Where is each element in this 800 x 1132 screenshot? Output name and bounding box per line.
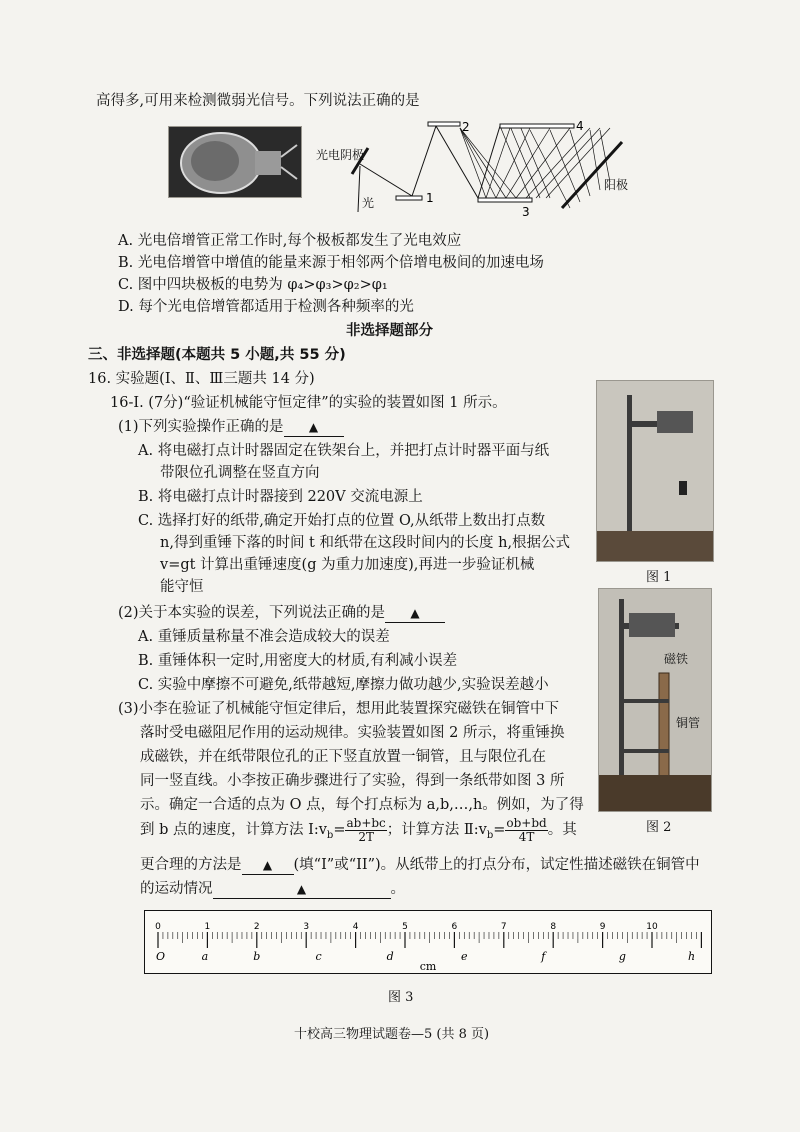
ruler-number: 6 [451, 922, 458, 932]
tape-point-label: h [687, 950, 696, 963]
pmt-diagram [300, 116, 640, 216]
pmt-photo [168, 126, 302, 198]
method-2-subscript: b [486, 829, 494, 841]
stand-image [597, 381, 713, 561]
sub3-line-4: 同一竖直线。小李按正确步骤进行了实验，得到一条纸带如图 3 所 [140, 773, 565, 789]
anode-plate [562, 142, 622, 208]
option-a: A. 光电倍增管正常工作时,每个极板都发生了光电效应 [118, 233, 462, 249]
sub2-option-a: A. 重锤质量称量不准会造成较大的误差 [138, 629, 390, 645]
ruler-number: 10 [646, 922, 658, 932]
sub2-stem [118, 604, 445, 623]
dynode-2 [428, 122, 460, 126]
dynode-3 [478, 198, 532, 202]
light-ray [358, 166, 360, 212]
sub1-option-c: C. 选择打好的纸带,确定开始打点的位置 O,从纸带上数出打点数 [138, 513, 546, 529]
ruler-number: 7 [500, 922, 507, 932]
sub3-motion-end: 。 [390, 881, 405, 897]
q16-1-intro: 16-Ⅰ. (7分)“验证机械能守恒定律”的实验的装置如图 1 所示。 [110, 395, 507, 411]
sub2-stem-text: (2)关于本实验的误差，下列说法正确的是 [118, 605, 386, 621]
magnet-label: 磁铁 [664, 652, 689, 666]
sub1-option-a: A. 将电磁打点计时器固定在铁架台上，并把打点计时器平面与纸 [138, 443, 550, 459]
sub1-option-c-cont3: 能守恒 [160, 579, 204, 595]
option-d: D. 每个光电倍增管都适用于检测各种频率的光 [118, 299, 414, 315]
cathode-label: 光电阴极 [316, 148, 365, 162]
ruler-number: 2 [253, 922, 260, 932]
ruler-number: 1 [204, 922, 211, 932]
tube-label: 铜管 [676, 716, 701, 730]
ruler-unit: cm [419, 960, 437, 973]
tape-point-label: e [461, 950, 468, 963]
option-b: B. 光电倍增管中增值的能量来源于相邻两个倍增电极间的加速电场 [118, 255, 544, 271]
figure-2-caption: 图 2 [646, 820, 672, 835]
dynode-label-2: 2 [462, 120, 470, 134]
sub1-option-c-cont1: n,得到重锤下落的时间 t 和纸带在这段时间内的长度 h,根据公式 [160, 535, 571, 551]
sub3-line-3: 成磁铁，并在纸带限位孔的正下竖直放置一铜管，且与限位孔在 [140, 749, 546, 765]
tape-point-label: f [541, 950, 546, 963]
method-1-prefix: 到 b 点的速度，计算方法 Ⅰ:v [140, 822, 327, 838]
method-2-denominator: 4T [518, 829, 535, 844]
tape-point-label: b [253, 950, 261, 963]
sub3-choice-text-a: 更合理的方法是 [140, 857, 242, 873]
method-1-denominator: 2T [358, 829, 374, 844]
method-2-prefix: ；计算方法 Ⅱ:v [386, 822, 487, 838]
tape-point-label: O [155, 950, 165, 963]
sub3-motion-line [140, 880, 405, 899]
dynode-label-3: 3 [522, 205, 530, 216]
sub1-option-c-cont2: v=gt 计算出重锤速度(g 为重力加速度),再进一步验证机械 [160, 557, 535, 573]
figure-3-ruler [144, 910, 712, 974]
figure-2-photo [598, 588, 712, 812]
dynode-4 [500, 124, 574, 128]
sub3-methods-line [140, 814, 577, 852]
page-footer: 十校高三物理试题卷—5 (共 8 页) [294, 1027, 490, 1042]
method-2-eq: = [493, 822, 506, 838]
anode-label: 阳极 [604, 178, 629, 192]
q16-heading: 16. 实验题(Ⅰ、Ⅱ、Ⅲ三题共 14 分) [88, 371, 315, 387]
sub1-option-b: B. 将电磁打点计时器接到 220V 交流电源上 [138, 489, 423, 505]
sub3-choice-line [140, 856, 700, 875]
figure-1-photo [596, 380, 714, 562]
method-1-fraction [345, 817, 386, 844]
dynode-1 [396, 196, 422, 200]
sub3-choice-text-b: (填“I”或“II”)。从纸带上的打点分布，试定性描述磁铁在铜管中 [293, 857, 700, 873]
sub3-motion-text: 的运动情况 [140, 881, 213, 897]
sub3-line-1: (3)小李在验证了机械能守恒定律后，想用此装置探究磁铁在铜管中下 [118, 701, 560, 717]
ruler-number: 8 [550, 922, 557, 932]
dynode-label-1: 1 [426, 191, 434, 205]
sub1-stem [118, 418, 344, 437]
electron-fan [460, 126, 610, 208]
figure-3-caption: 图 3 [388, 990, 414, 1005]
method-2-fraction [505, 817, 547, 844]
tape-point-label: a [201, 950, 209, 963]
ruler-number: 3 [303, 922, 310, 932]
method-1-numerator: ab+bc [346, 815, 386, 830]
sub1-option-a-cont: 带限位孔调整在竖直方向 [160, 465, 320, 481]
sub2-option-b: B. 重锤体积一定时,用密度大的材质,有利减小误差 [138, 653, 458, 669]
ruler-number: 9 [599, 922, 606, 932]
part3-heading: 三、非选择题(本题共 5 小题,共 55 分) [88, 347, 346, 363]
method-1-eq: = [333, 822, 346, 838]
tape-point-label: c [315, 950, 322, 963]
ruler-number: 5 [402, 922, 408, 932]
figure-1-caption: 图 1 [646, 570, 672, 585]
sub3-motion-blank[interactable]: ▲ [213, 880, 391, 899]
sub1-stem-text: (1)下列实验操作正确的是 [118, 419, 284, 435]
method-1-subscript: b [326, 829, 334, 841]
method-suffix: 。其 [547, 822, 577, 838]
sub3-method-blank[interactable]: ▲ [242, 856, 294, 875]
tape-point-label: g [618, 950, 626, 963]
sub2-answer-blank[interactable]: ▲ [385, 604, 445, 623]
copper-tube-setup-image [599, 589, 711, 811]
dynode-label-4: 4 [576, 119, 584, 133]
method-2-numerator: ob+bd [506, 815, 547, 830]
ruler-number: 4 [352, 922, 359, 932]
intro-line: 高得多,可用来检测微弱光信号。下列说法正确的是 [96, 93, 420, 109]
section-title: 非选择题部分 [346, 323, 433, 339]
option-c: C. 图中四块极板的电势为 φ₄>φ₃>φ₂>φ₁ [118, 277, 388, 293]
tape-point-label: d [386, 950, 394, 963]
pmt-bulb-image [169, 127, 301, 197]
electron-path [360, 126, 500, 198]
light-label: 光 [362, 196, 375, 210]
ruler-number: 0 [155, 922, 161, 932]
sub3-line-5: 示。确定一合适的点为 O 点，每个打点标为 a,b,…,h。例如，为了得 [140, 797, 584, 813]
sub2-option-c: C. 实验中摩擦不可避免,纸带越短,摩擦力做功越少,实验误差越小 [138, 677, 549, 693]
sub1-answer-blank[interactable]: ▲ [284, 418, 344, 437]
sub3-line-2: 落时受电磁阻尼作用的运动规律。实验装置如图 2 所示，将重锤换 [140, 725, 565, 741]
